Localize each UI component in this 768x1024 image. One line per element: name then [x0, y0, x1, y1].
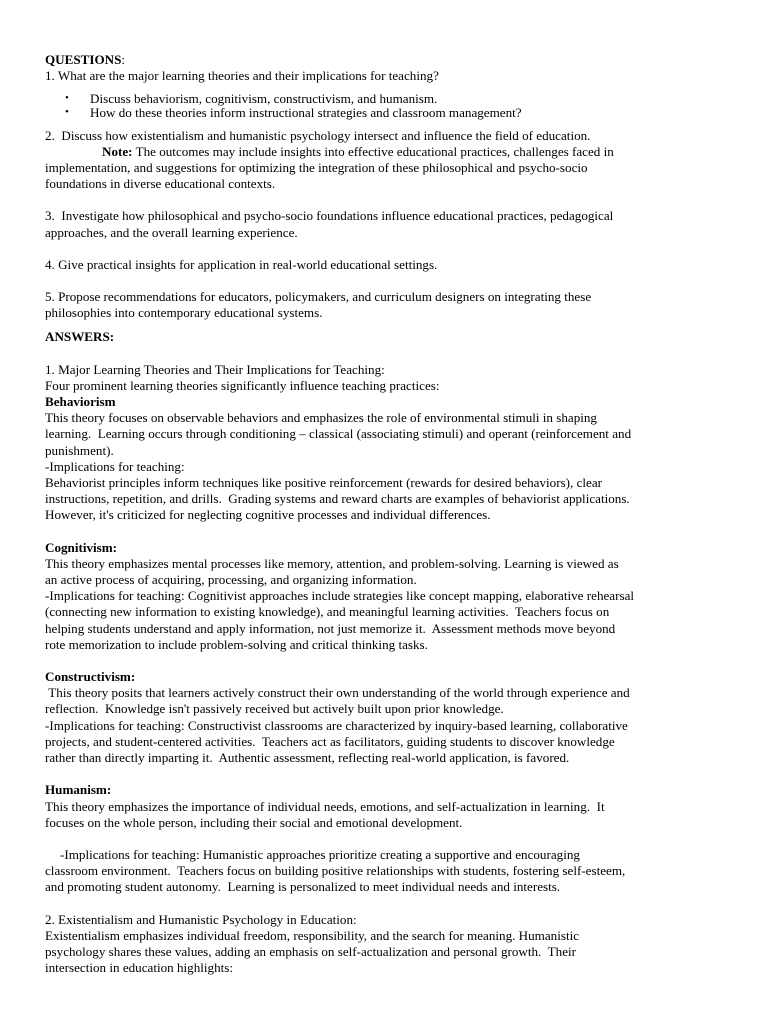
constructivism-heading-text: Constructivism:	[45, 669, 136, 685]
questions-heading: QUESTIONS	[45, 52, 122, 67]
question-5: 5. Propose recommendations for educators, policymakers, and curriculum designers on integrating these	[45, 289, 592, 305]
humanism-heading-text: Humanism:	[45, 782, 112, 798]
document-page	[45, 52, 725, 976]
question-3: 3. Investigate how philosophical and psycho-socio foundations influence educational practices, pedagogical	[45, 208, 614, 224]
behaviorism-heading-text: Behaviorism	[45, 394, 116, 410]
answer-2-title: 2. Existentialism and Humanistic Psychology in Education:	[45, 911, 357, 927]
constructivism-line: reflection. Knowledge isn't passively received but actively built upon prior knowledge.	[45, 701, 504, 717]
behaviorism-line: learning. Learning occurs through conditioning – classical (associating stimuli) and operant (reinforcement and	[45, 426, 632, 442]
constructivism-line: This theory posits that learners actively construct their own understanding of the world through experience and	[45, 685, 630, 701]
question-3-continued: approaches, and the overall learning experience.	[45, 224, 298, 240]
note-label: Note:	[102, 143, 133, 159]
answer-1-title: 1. Major Learning Theories and Their Implications for Teaching:	[45, 361, 385, 377]
answers-heading	[45, 329, 725, 345]
question-1-bullet: • Discuss behaviorism, cognitivism, constructivism, and humanism.	[45, 92, 725, 106]
humanism-line: This theory emphasizes the importance of individual needs, emotions, and self-actualization in learning. It	[45, 798, 605, 814]
constructivism-heading	[45, 669, 725, 685]
note-text: The outcomes may include insights into effective educational practices, challenges faced in	[132, 143, 614, 159]
question-5-continued: philosophies into contemporary educational systems.	[45, 305, 323, 321]
humanism-implications-line: and promoting student autonomy. Learning is personalized to meet individual needs and interests.	[45, 879, 561, 895]
question-2-note-continued: foundations in diverse educational contexts.	[45, 176, 276, 192]
behaviorism-line: However, it's criticized for neglecting cognitive processes and individual differences.	[45, 507, 491, 523]
cognitivism-line: -Implications for teaching: Cognitivist approaches include strategies like concept mapping, elaborative rehearsal	[45, 588, 635, 604]
behaviorism-line: punishment).	[45, 442, 114, 458]
question-1-bullet-list	[45, 92, 725, 119]
question-1: 1. What are the major learning theories and their implications for teaching?	[45, 68, 439, 84]
answer-2-line: intersection in education highlights:	[45, 960, 234, 976]
constructivism-line: rather than directly imparting it. Authentic assessment, reflecting real-world application, is favored.	[45, 750, 570, 766]
constructivism-line: projects, and student-centered activities. Teachers act as facilitators, guiding students to discover knowledge	[45, 733, 615, 749]
behaviorism-line: Behaviorist principles inform techniques like positive reinforcement (rewards for desired behaviors), clear	[45, 475, 603, 491]
cognitivism-line: rote memorization to include problem-solving and critical thinking tasks.	[45, 636, 428, 652]
questions-heading-colon: :	[121, 52, 126, 67]
questions-heading-line	[45, 52, 725, 68]
question-2-note	[45, 144, 725, 160]
question-2-note-continued: implementation, and suggestions for optimizing the integration of these philosophical and psycho-socio	[45, 160, 588, 175]
answer-2-line: Existentialism emphasizes individual freedom, responsibility, and the search for meaning. Humanistic	[45, 927, 580, 943]
behaviorism-line: -Implications for teaching:	[45, 458, 185, 474]
behaviorism-line: This theory focuses on observable behaviors and emphasizes the role of environmental stimuli in shaping	[45, 410, 597, 426]
answer-2-line: psychology shares these values, adding an emphasis on self-actualization and personal growth. Their	[45, 943, 577, 959]
cognitivism-line: helping students understand and apply information, not just memorize it. Assessment methods move beyond	[45, 620, 616, 636]
question-2: 2. Discuss how existentialism and humanistic psychology intersect and influence the field of education.	[45, 127, 591, 143]
cognitivism-line: This theory emphasizes mental processes like memory, attention, and problem-solving. Learning is viewed as	[45, 555, 619, 571]
cognitivism-line: an active process of acquiring, processing, and organizing information.	[45, 572, 417, 588]
humanism-implications: -Implications for teaching: Humanistic approaches prioritize creating a supportive and encouraging	[60, 846, 580, 862]
cognitivism-heading	[45, 540, 725, 556]
constructivism-line: -Implications for teaching: Constructivist classrooms are characterized by inquiry-based learning, collaborative	[45, 717, 628, 733]
question-4: 4. Give practical insights for application in real-world educational settings.	[45, 256, 438, 272]
question-1-bullet: • How do these theories inform instructional strategies and classroom management?	[45, 106, 725, 120]
humanism-implications-line: classroom environment. Teachers focus on building positive relationships with students, fostering self-esteem,	[45, 863, 626, 879]
humanism-heading	[45, 782, 725, 798]
answers-heading-text: ANSWERS:	[45, 329, 115, 345]
cognitivism-heading-text: Cognitivism:	[45, 539, 118, 555]
answer-1-intro: Four prominent learning theories significantly influence teaching practices:	[45, 377, 440, 393]
cognitivism-line: (connecting new information to existing knowledge), and meaningful learning activities. Teachers focus on	[45, 604, 610, 620]
behaviorism-line: instructions, repetition, and drills. Grading systems and reward charts are examples of behaviorist applications.	[45, 491, 630, 507]
humanism-line: focuses on the whole person, including their social and emotional development.	[45, 814, 463, 830]
behaviorism-heading	[45, 394, 725, 410]
